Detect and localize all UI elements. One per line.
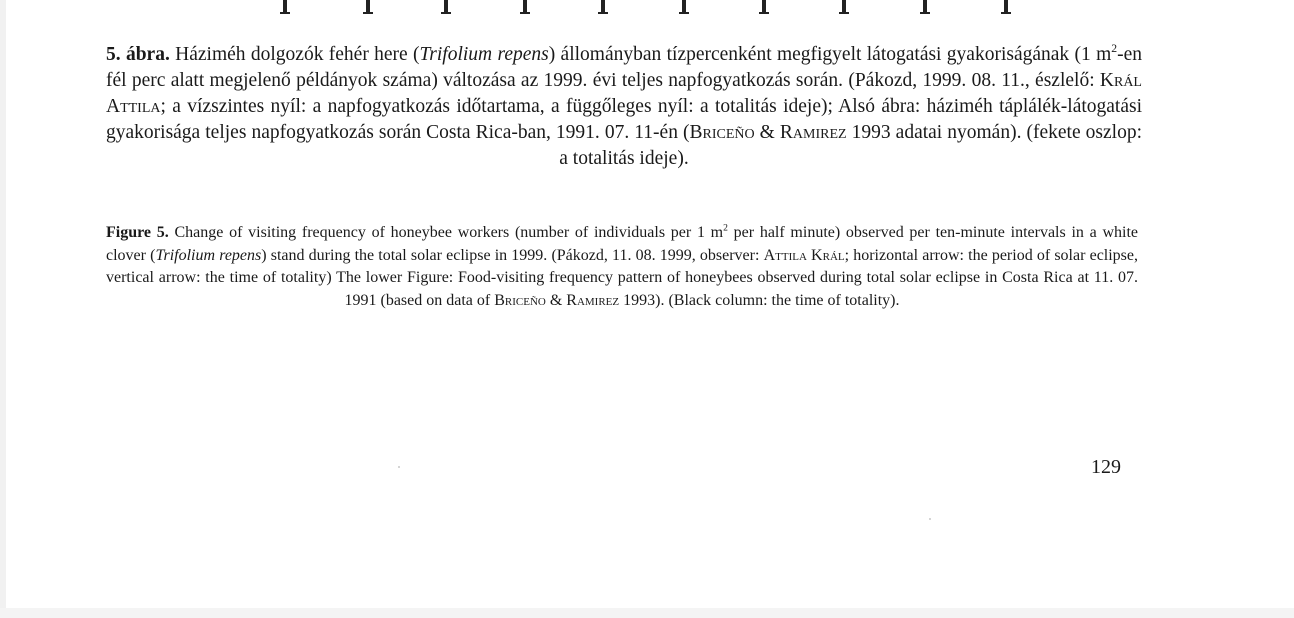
figure-caption-english (106, 222, 1138, 312)
observer-name: Král Attila (106, 70, 1142, 117)
caption-text: ) stand during the total solar eclipse in 1999. (Pákozd, 11. 08. 1999, observer: (261, 246, 764, 264)
page-number: 129 (1091, 456, 1121, 478)
figure-label: Figure 5. (106, 224, 169, 241)
species-name: Trifolium repens (419, 44, 549, 65)
caption-text: -en fél perc alatt megjelenő példányok száma) változása az 1999. évi teljes napfogyatkozás során. (Pákozd, 1999. 08. 11., észlelő: (106, 44, 1142, 91)
caption-text: 1993). (Black column: the time of totality). (619, 291, 900, 309)
caption-text: Háziméh dolgozók fehér here ( (169, 44, 420, 65)
scan-speck (398, 466, 400, 468)
figure-label: 5. ábra. (106, 44, 170, 65)
caption-text: Change of visiting frequency of honeybee workers (number of individuals per 1 m (168, 224, 724, 241)
axis-tick (601, 0, 605, 14)
axis-tick (682, 0, 686, 14)
axis-tick (762, 0, 766, 14)
superscript: 2 (1111, 41, 1118, 55)
axis-tick (283, 0, 287, 14)
superscript: 2 (723, 222, 728, 234)
page-scan-edge-left (0, 0, 6, 618)
cited-authors: Briceño & Ramirez (494, 291, 620, 309)
axis-tick (842, 0, 846, 14)
caption-text: 1993 adatai nyomán). (fekete oszlop: a totalitás ideje). (559, 122, 1142, 169)
caption-text: ; horizontal arrow: the period of solar eclipse, vertical arrow: the time of totality) The lower Figure: Food-visiting frequency pattern of honeybees observed during total solar eclipse in Costa Rica at 11. 07. 1991 (based on data of (106, 246, 1139, 309)
chart-axis-ticks-cropped (0, 0, 1294, 20)
axis-tick (523, 0, 527, 14)
scan-speck (929, 518, 931, 520)
caption-text: ) állományban tízpercenként megfigyelt látogatási gyakoriságának (1 m (548, 44, 1112, 65)
figure-caption-hungarian (106, 42, 1142, 172)
observer-name: Attila Král (763, 246, 845, 264)
page-scan-edge-bottom (0, 608, 1294, 618)
axis-tick (444, 0, 448, 14)
axis-tick (923, 0, 927, 14)
cited-authors: Briceño & Ramirez (689, 122, 847, 143)
axis-tick (1004, 0, 1008, 14)
caption-text: per half minute) observed per ten-minute intervals in a white clover ( (106, 224, 1139, 264)
species-name: Trifolium repens (155, 246, 262, 264)
axis-tick (366, 0, 370, 14)
caption-text: ; a vízszintes nyíl: a napfogyatkozás időtartama, a függőleges nyíl: a totalitás ideje); Alsó ábra: háziméh táplálék-látogatási gyakorisága teljes napfogyatkozás során Costa Rica-ban, 1991. 07. 11-én ( (106, 96, 1142, 143)
